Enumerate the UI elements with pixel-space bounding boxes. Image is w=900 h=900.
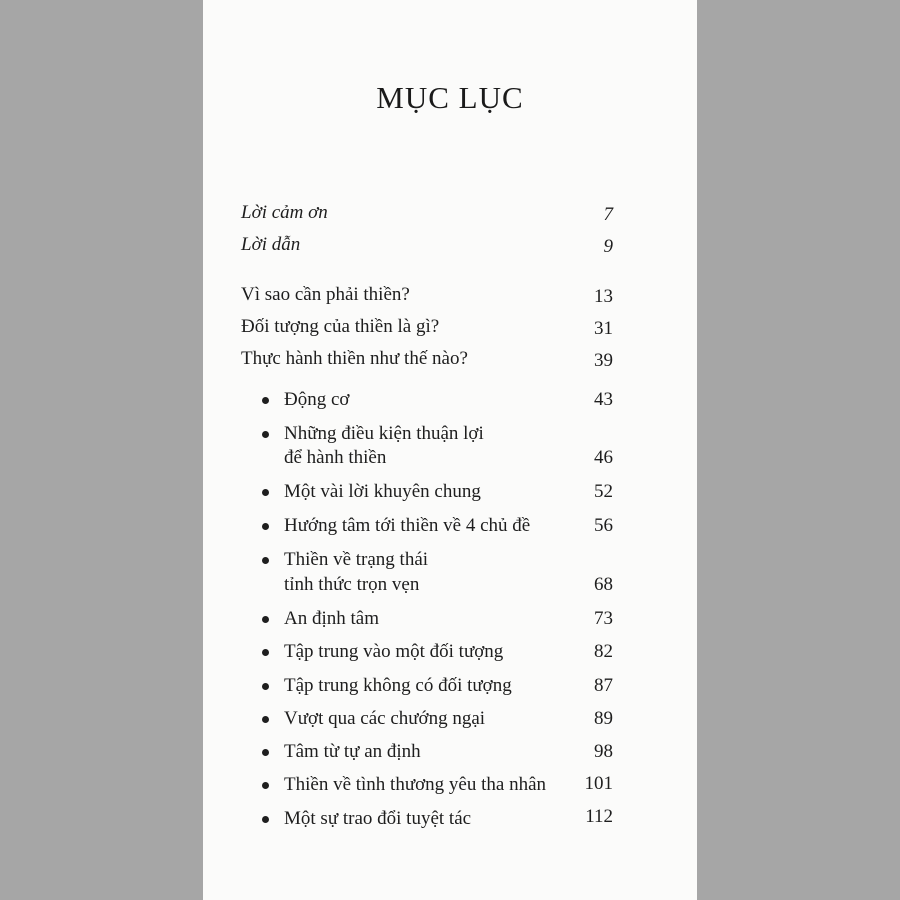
bullet-icon: [262, 716, 269, 723]
toc-page-chapter-2: 31: [594, 318, 613, 339]
bullet-icon: [262, 782, 269, 789]
toc-page-section: 56: [594, 515, 613, 536]
toc-page-section: 43: [594, 389, 613, 410]
page-title: MỤC LỤC: [376, 80, 524, 115]
toc-page-section: 68: [594, 574, 613, 595]
toc-page-chapter-1: 13: [594, 286, 613, 307]
toc-entry-section: Những điều kiện thuận lợi: [284, 423, 484, 444]
bullet-icon: [262, 557, 269, 564]
bullet-icon: [262, 683, 269, 690]
bullet-icon: [262, 397, 269, 404]
toc-entry-section: Thiền về tình thương yêu tha nhân: [284, 774, 547, 795]
bullet-icon: [262, 816, 269, 823]
toc-page-section: 87: [594, 675, 613, 696]
toc-entry-section: Tập trung không có đối tượng: [284, 675, 512, 696]
toc-entry-section: An định tâm: [284, 608, 379, 629]
toc-page-chapter-3: 39: [594, 350, 613, 371]
bullet-icon: [262, 616, 269, 623]
toc-entry-section-continued: để hành thiền: [284, 447, 387, 468]
toc-page-introduction: 9: [603, 236, 613, 257]
bullet-icon: [262, 489, 269, 496]
toc-entry-acknowledgements: Lời cảm ơn: [241, 202, 328, 223]
toc-page-section: 89: [594, 708, 613, 729]
toc-page-section: 73: [594, 608, 613, 629]
toc-entry-chapter-1: Vì sao cần phải thiền?: [241, 284, 410, 305]
bullet-icon: [262, 649, 269, 656]
toc-page-section: 112: [585, 806, 613, 827]
toc-entry-section-continued: tỉnh thức trọn vẹn: [284, 574, 420, 595]
toc-entry-chapter-3: Thực hành thiền như thế nào?: [241, 348, 468, 369]
bullet-icon: [262, 523, 269, 530]
toc-page-section: 98: [594, 741, 613, 762]
toc-entry-section: Tâm từ tự an định: [284, 741, 421, 762]
toc-entry-section: Hướng tâm tới thiền về 4 chủ đề: [284, 515, 531, 536]
toc-page-section: 101: [584, 773, 613, 794]
toc-entry-section: Một sự trao đổi tuyệt tác: [284, 808, 472, 829]
toc-entry-section: Tập trung vào một đối tượng: [284, 641, 504, 662]
toc-page-section: 46: [594, 447, 613, 468]
toc-page-section: 82: [594, 641, 613, 662]
toc-entry-section: Một vài lời khuyên chung: [284, 481, 481, 502]
book-page: [203, 0, 697, 900]
toc-entry-chapter-2: Đối tượng của thiền là gì?: [241, 316, 440, 337]
toc-entry-section: Thiền về trạng thái: [284, 549, 429, 570]
toc-entry-introduction: Lời dẫn: [241, 234, 301, 255]
toc-page-section: 52: [594, 481, 613, 502]
bullet-icon: [262, 749, 269, 756]
toc-page-acknowledgements: 7: [603, 204, 613, 225]
toc-entry-section: Động cơ: [284, 389, 350, 410]
bullet-icon: [262, 431, 269, 438]
toc-entry-section: Vượt qua các chướng ngại: [284, 708, 486, 729]
